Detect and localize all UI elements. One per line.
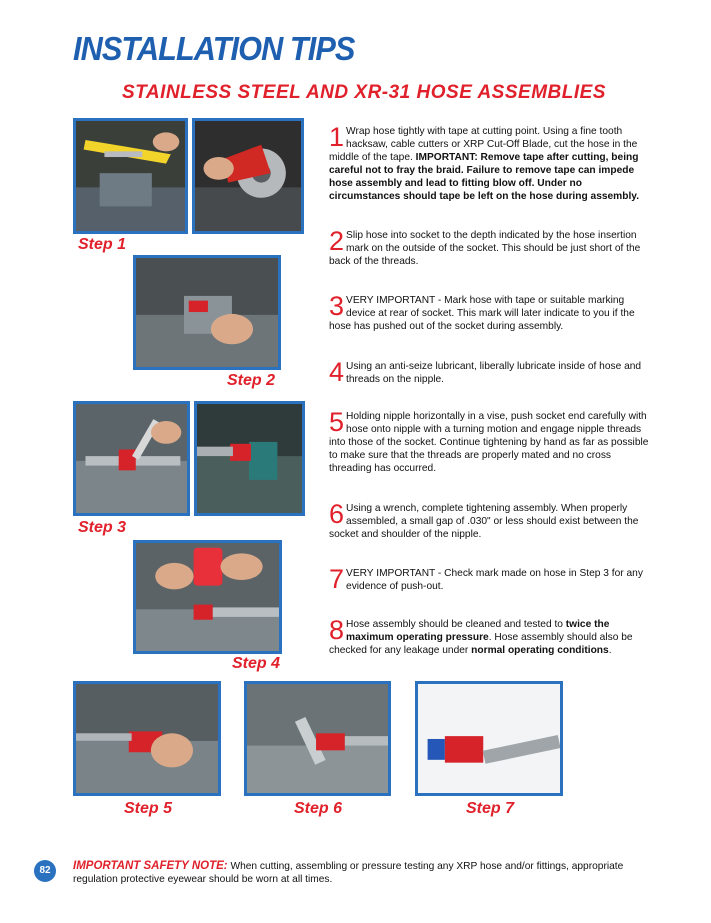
instruction-text: Using an anti-seize lubricant, liberally lubricate inside of hose and threads on the nipple.	[346, 361, 642, 385]
instruction-emphasis: IMPORTANT: Remove tape after cutting, being careful not to fray the braid. Failure to remove tape can impede hose assembly and lead to fitting blow off. Under no circumstances should tape be left on the hose during assembly.	[329, 152, 640, 202]
step1-photo-hacksaw	[73, 118, 188, 234]
safety-note	[73, 860, 653, 886]
instruction-text: Slip hose into socket to the depth indicated by the hose insertion mark on the outside of the socket. This should be just short of the back of the threads.	[329, 230, 641, 267]
instruction-2	[329, 226, 649, 268]
instruction-4	[329, 357, 649, 387]
instruction-text: Wrap hose tightly with tape at cutting point. Using a fine tooth hacksaw, cable cutters or XRP Cut-Off Blade, cut the hose in the middle of the tape.	[329, 126, 638, 163]
page-subtitle: STAINLESS STEEL AND XR-31 HOSE ASSEMBLIES	[122, 82, 606, 103]
step6-label: Step 6	[294, 800, 343, 817]
instruction-7	[329, 564, 649, 594]
instruction-3	[329, 291, 649, 333]
instruction-emphasis: twice the maximum operating pressure	[346, 619, 610, 643]
instruction-text: VERY IMPORTANT - Check mark made on hose in Step 3 for any evidence of push-out.	[346, 568, 643, 592]
step-number: 2	[329, 226, 345, 256]
step5-photo	[73, 681, 221, 796]
instruction-text-continued: . Hose assembly should also be checked for any leakage under	[329, 632, 633, 656]
step7-label: Step 7	[466, 800, 515, 817]
step4-label: Step 4	[232, 655, 281, 672]
step-number: 8	[329, 615, 345, 645]
step7-photo	[415, 681, 563, 796]
instruction-8	[329, 615, 649, 657]
safety-note-lead: IMPORTANT SAFETY NOTE:	[73, 860, 228, 872]
step3-photo-marking	[73, 401, 190, 516]
step3-label: Step 3	[78, 519, 127, 536]
page-title: INSTALLATION TIPS	[73, 30, 355, 67]
instruction-5	[329, 407, 649, 475]
step2-label: Step 2	[227, 372, 276, 389]
instruction-text: Hose assembly should be cleaned and tested to	[346, 619, 566, 630]
step1-photo-cutoff	[192, 118, 304, 234]
step-number: 7	[329, 564, 345, 594]
step-number: 6	[329, 499, 345, 529]
step-number: 3	[329, 291, 345, 321]
step-number: 1	[329, 122, 345, 152]
step-number: 4	[329, 357, 345, 387]
instruction-1	[329, 122, 649, 203]
safety-note-text: When cutting, assembling or pressure testing any XRP hose and/or fittings, appropriate regulation protective eyewear should be worn at all times.	[73, 861, 624, 885]
instruction-text: VERY IMPORTANT - Mark hose with tape or suitable marking device at rear of socket. This mark will later indicate to you if the hose has pushed out of the socket during assembly.	[329, 295, 635, 332]
instruction-text: Holding nipple horizontally in a vise, push socket end carefully with hose onto nipple with a turning motion and engage nipple threads into those of the socket. Continue tightening by hand as far as possible to make sure that the threads are properly mated and no cross threading has occurred.	[329, 411, 649, 474]
instruction-emphasis-2: normal operating conditions	[471, 645, 609, 656]
step2-photo	[133, 255, 281, 370]
step3-photo-socket	[194, 401, 305, 516]
step6-photo	[244, 681, 391, 796]
step5-label: Step 5	[124, 800, 173, 817]
instruction-6	[329, 499, 649, 541]
instruction-text-end: .	[608, 645, 612, 656]
step-number: 5	[329, 407, 345, 437]
page-number-badge: 82	[34, 860, 56, 882]
step1-label: Step 1	[78, 236, 127, 253]
instruction-text: Using a wrench, complete tightening assembly. When properly assembled, a small gap of .030" or less should exist between the socket and shoulder of the nipple.	[329, 503, 639, 540]
step4-photo	[133, 540, 282, 654]
